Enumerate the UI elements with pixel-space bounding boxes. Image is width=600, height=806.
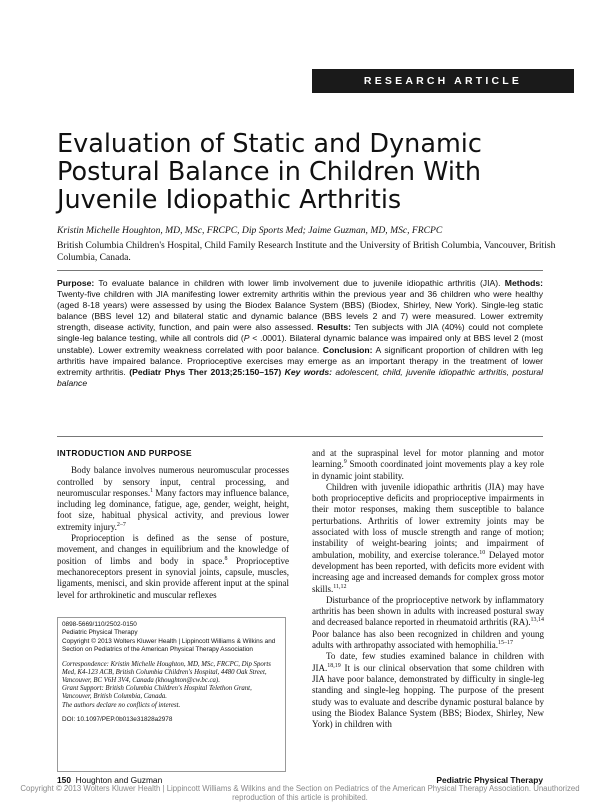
- right-paragraph-2: Children with juvenile idiopathic arthritis (JIA) may have both proprioceptive deficits and proprioceptive impairments in their motor responses, making them susceptible to balance perturbations. Arthritis of lower extremity joints may be associated with loss of muscle strength and range of motion; instability of weight-bearing joints; and impairment of ambulation, mobility, and exercise tolerance.$^{10}$ Delayed motor development has been reported, with deficits more evident with increasing age and increased demands for complex gross motor skills.$^{11,12}$: [312, 481, 545, 594]
- abstract-results-label: Results:: [317, 322, 352, 333]
- abstract-top-rule: [57, 270, 543, 271]
- article-info-box: [57, 617, 286, 772]
- abstract-keywords: adolescent, child, juvenile idiopathic arthritis, postural balance: [57, 366, 543, 388]
- correspondence: Correspondence: Kristin Michelle Houghton, MD, MSc, FRCPC, Dip Sports Med, K4-123 ACB, British Columbia Children's Hospital, 4480 Oak Street, Vancouver, BC V6H 3V4, Canada (khoughton@cw.bc.ca).: [62, 660, 271, 685]
- section-heading: INTRODUCTION AND PURPOSE: [57, 448, 192, 458]
- ref-marker: 11,12: [333, 583, 347, 590]
- issn-line: 0898-5669/110/2502-0150: [62, 621, 137, 628]
- ref-marker: 15–17: [497, 640, 513, 647]
- abstract: [57, 278, 543, 388]
- author-list: Kristin Michelle Houghton, MD, MSc, FRCPC, Dip Sports Med; Jaime Guzman, MD, MSc, FRCPC: [57, 225, 443, 236]
- ref-marker: 13,14: [530, 617, 544, 624]
- left-column: [57, 448, 289, 601]
- right-paragraph-3: Disturbance of the proprioceptive network by inflammatory arthritis has been shown in adults with increased postural sway and decreased balance reported in rheumatoid arthritis (RA).$^{13,14}$ Poor balance has also been recognized in children and young adults with arthropathy associated with hemophilia.$^{15-17}$: [312, 594, 544, 651]
- abstract-keywords-label: Key words:: [281, 366, 333, 377]
- abstract-bottom-rule: [57, 436, 543, 437]
- grant-support: Grant Support: British Columbia Children's Hospital Telethon Grant, Vancouver, British Columbia, Canada.: [62, 685, 252, 701]
- right-paragraph-1: and at the supraspinal level for motor planning and motor learning.$^9$ Smooth coordinated joint movements play a key role in dynamic joint stability.: [312, 448, 544, 481]
- abstract-citation: (Pediatr Phys Ther 2013;25:150–157): [129, 366, 282, 377]
- abstract-conclusion-label: Conclusion:: [322, 344, 373, 355]
- page-number: 150: [57, 775, 71, 785]
- ref-marker: 18,19: [327, 662, 341, 669]
- ref-marker: 9: [343, 459, 347, 466]
- journal-name: Pediatric Physical Therapy: [436, 775, 543, 785]
- right-paragraph-4: To date, few studies examined balance in children with JIA.$^{18,19}$ It is our clinical observation that some children with JIA have poor balance, demonstrated by difficulty in single-leg standing and single-leg hopping. The purpose of the present study was to evaluate and describe dynamic postural balance by using the Biodex Balance System (BBS; Biodex, Shirley, New York) in children with: [312, 651, 544, 730]
- running-authors: Houghton and Guzman: [75, 775, 163, 785]
- abstract-methods: Twenty-five children with JIA manifesting lower extremity arthritis within the previous year and 36 children who were healthy (aged 8-18 years) were assessed by using the Biodex Balance System (BBS) (Biodex, Shirley, New York). Single-leg static balance (BBS level 12) and bilateral static and dynamic balance (BBS levels 2 and 7) were measured. Lower extremity strength, disease activity, function, and pain were also assessed.: [57, 289, 543, 333]
- ref-marker: 8: [224, 555, 228, 562]
- ref-marker: 10: [479, 549, 486, 556]
- intro-paragraph-1: Body balance involves numerous neuromuscular processes controlled by sensory input, central processing, and neuromuscular responses.$^1$ Many factors may influence balance, including leg dominance, fatigue, age, gender, weight, height, foot size, habitual physical activity, and previous lower extremity injury.$^{2-7}$: [57, 465, 289, 532]
- conflicts-statement: The authors declare no conflicts of interest.: [62, 701, 181, 709]
- abstract-methods-label: Methods:: [504, 278, 543, 288]
- doi: DOI: 10.1097/PEP.0b013e31828a2978: [62, 715, 173, 723]
- abstract-results-b: < .0001). Bilateral dynamic balance was impaired only at BBS level 2 (most unstable). Lower extremity weakness correlated with poor balance.: [57, 333, 543, 355]
- abstract-conclusion: A significant proportion of children with leg arthritis have impaired balance. Proprioceptive exercises may emerge as an important therapy in the treatment of lower extremity arthritis.: [57, 344, 543, 377]
- copyright-notice: Copyright © 2013 Wolters Kluwer Health | Lippincott Williams & Wilkins and the Section on Pediatrics of the American Physical Therapy Association. Unauthorized reproduction of this article is prohibited.: [20, 784, 580, 803]
- abstract-p-symbol: P: [243, 333, 250, 344]
- journal-line: Pediatric Physical Therapy: [62, 629, 138, 637]
- intro-paragraph-2: Proprioception is defined as the sense of posture, movement, and changes in equilibrium and the knowledge of position of limbs and body in space.$^8$ Proprioceptive mechanoreceptors present in synovial joints, capsule, muscles, ligaments, menisci, and skin provide afferent input at the spinal level for arthrokinetic and muscular reflexes: [57, 533, 289, 600]
- ref-marker: 1: [150, 487, 154, 494]
- abstract-purpose: To evaluate balance in children with lower limb involvement due to juvenile idiopathic arthritis (JIA).: [94, 278, 505, 288]
- article-title: Evaluation of Static and Dynamic Postural Balance in Children With Juvenile Idiopathic Arthritis: [57, 129, 482, 215]
- copyright-line: Copyright © 2013 Wolters Kluwer Health | Lippincott Williams & Wilkins and Section on Pediatrics of the American Physical Therapy Association: [62, 637, 276, 654]
- section-banner: RESEARCH ARTICLE: [312, 69, 574, 93]
- affiliation: British Columbia Children's Hospital, Child Family Research Institute and the University of British Columbia, Vancouver, British Columbia, Canada.: [57, 240, 556, 263]
- ref-marker: 2–7: [116, 521, 126, 528]
- abstract-purpose-label: Purpose:: [57, 278, 95, 288]
- abstract-results-a: Ten subjects with JIA (40%) could not complete single-leg balance testing, while all controls did (: [57, 322, 543, 344]
- right-column: [312, 448, 544, 730]
